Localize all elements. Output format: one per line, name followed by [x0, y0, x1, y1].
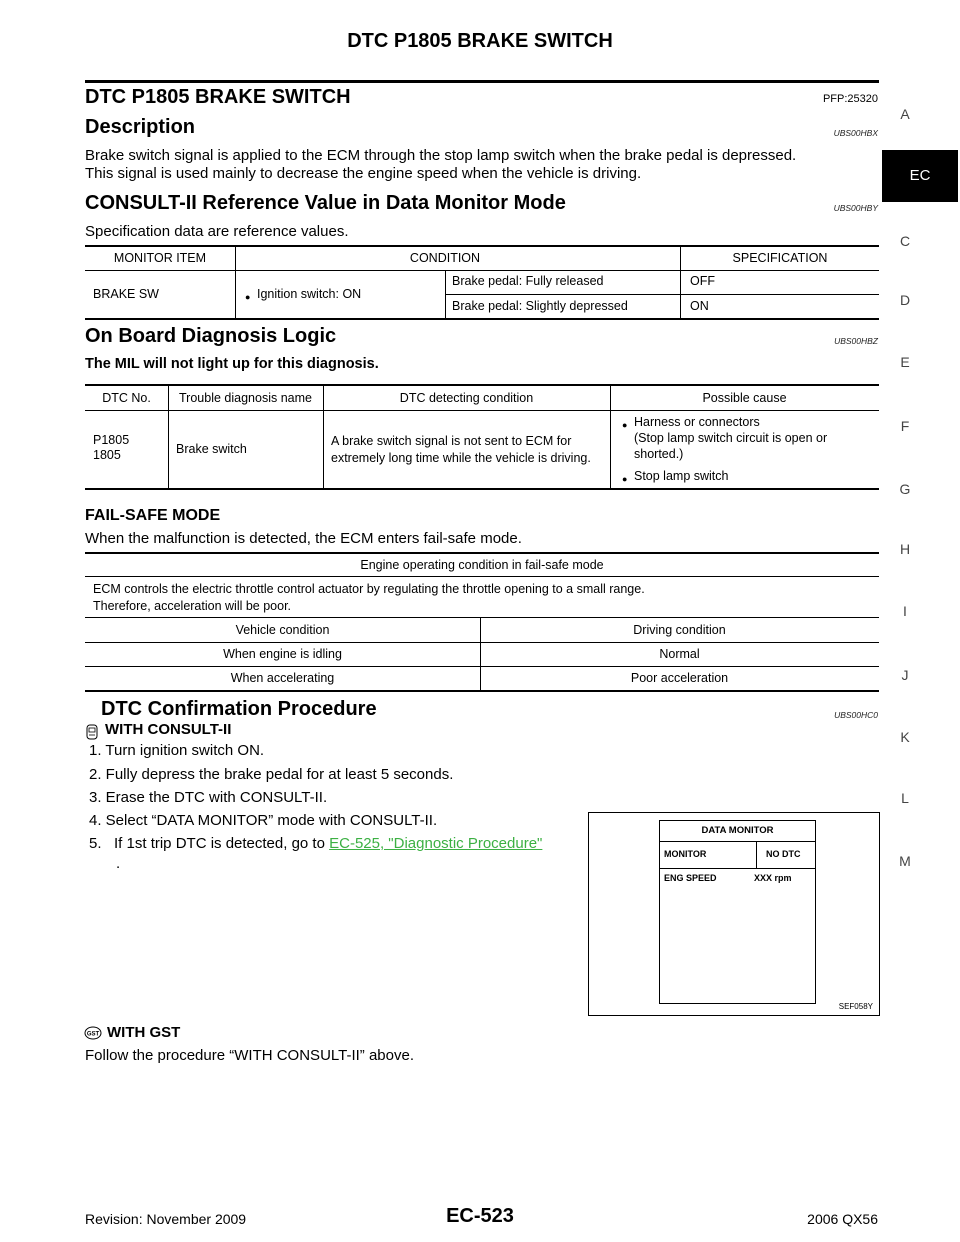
- table-rule: [85, 318, 879, 320]
- col-header-trouble-name: Trouble diagnosis name: [179, 391, 312, 405]
- table-vrule: [323, 384, 324, 489]
- consult-ref-code: UBS00HBY: [833, 203, 878, 213]
- trouble-name: Brake switch: [176, 442, 247, 456]
- diagnostic-procedure-link[interactable]: EC-525, "Diagnostic Procedure": [329, 835, 543, 852]
- side-index-h[interactable]: H: [899, 541, 911, 557]
- table-rule: [85, 576, 879, 577]
- with-gst-heading: WITH GST: [107, 1024, 181, 1041]
- table-rule: [85, 552, 879, 554]
- dtc-number: 1805: [93, 448, 121, 462]
- pfp-code: PFP:25320: [822, 93, 878, 105]
- possible-cause-harness-detail: shorted.): [634, 447, 684, 461]
- step-5-period: .: [116, 855, 121, 872]
- side-index-e[interactable]: E: [900, 354, 910, 370]
- section-title: DTC P1805 BRAKE SWITCH: [85, 86, 351, 108]
- description-line1: Brake switch signal is applied to the ECM through the stop lamp switch when the brake pedal is depressed.: [85, 147, 797, 164]
- failsafe-header: Engine operating condition in fail-safe mode: [360, 558, 604, 572]
- col-header-detecting-condition: DTC detecting condition: [399, 391, 534, 405]
- table-vrule: [680, 245, 681, 319]
- possible-cause-harness: ● Harness or connectors: [634, 414, 760, 430]
- driving-condition-poor: Poor acceleration: [630, 671, 729, 685]
- description-code: UBS00HBX: [833, 128, 878, 138]
- failsafe-desc-line1: ECM controls the electric throttle control actuator by regulating the throttle opening to a small range.: [93, 582, 645, 596]
- step-5: [89, 834, 542, 854]
- col-header-condition: CONDITION: [409, 251, 481, 265]
- svg-text:GST: GST: [86, 1031, 100, 1038]
- col-header-vehicle-condition: Vehicle condition: [235, 623, 330, 637]
- table-rule: [85, 270, 879, 271]
- consult-ref-intro: Specification data are reference values.: [85, 223, 349, 240]
- spec-on: ON: [690, 299, 709, 313]
- table-vrule: [610, 384, 611, 489]
- figure-no-dtc: NO DTC: [766, 849, 801, 859]
- side-index-a[interactable]: A: [900, 106, 910, 122]
- obd-note: The MIL will not light up for this diagnosis.: [85, 356, 379, 372]
- col-header-monitor-item: MONITOR ITEM: [113, 251, 207, 265]
- step-4: 4. Select “DATA MONITOR” mode with CONSULT-II.: [89, 812, 438, 829]
- figure-divider: [756, 842, 757, 868]
- with-consult-heading: WITH CONSULT-II: [105, 721, 232, 738]
- table-vrule: [235, 245, 236, 319]
- detecting-condition-line2: extremely long time while the vehicle is driving.: [331, 451, 591, 465]
- sub-condition-depressed: Brake pedal: Slightly depressed: [452, 299, 628, 313]
- col-header-specification: SPECIFICATION: [732, 251, 828, 265]
- table-rule: [85, 410, 879, 411]
- table-vrule: [168, 384, 169, 489]
- possible-cause-stop-lamp: ● Stop lamp switch: [634, 468, 728, 484]
- obd-title: On Board Diagnosis Logic: [85, 325, 337, 347]
- sub-condition-released: Brake pedal: Fully released: [452, 274, 604, 288]
- gst-icon: [84, 1026, 102, 1040]
- side-index-d[interactable]: D: [899, 292, 911, 308]
- side-index-j[interactable]: J: [901, 667, 909, 683]
- table-rule: [445, 294, 879, 295]
- detecting-condition-line1: A brake switch signal is not sent to ECM for: [331, 434, 572, 448]
- side-index-k[interactable]: K: [900, 729, 910, 745]
- consult-ref-title: CONSULT-II Reference Value in Data Monitor Mode: [85, 192, 566, 214]
- figure-monitor-label: MONITOR: [664, 849, 707, 859]
- figure-title: DATA MONITOR: [660, 821, 815, 842]
- side-index-l[interactable]: L: [901, 790, 909, 806]
- side-index-g[interactable]: G: [899, 481, 911, 497]
- footer-model: 2006 QX56: [807, 1211, 878, 1227]
- side-index-f[interactable]: F: [900, 418, 910, 434]
- consult-tool-icon: [85, 724, 99, 740]
- table-rule: [85, 617, 879, 618]
- step-5-text: 5. If 1st trip DTC is detected, go to: [89, 835, 330, 852]
- condition-ignition: ● Ignition switch: ON: [257, 286, 361, 302]
- figure-ref: SEF058Y: [838, 1002, 873, 1011]
- monitor-row: [660, 842, 815, 869]
- table-rule: [85, 666, 879, 667]
- failsafe-text: When the malfunction is detected, the ECM enters fail-safe mode.: [85, 530, 522, 547]
- gst-text: Follow the procedure “WITH CONSULT-II” above.: [85, 1047, 414, 1064]
- dtc-p-code: P1805: [93, 433, 130, 447]
- side-index-m[interactable]: M: [899, 853, 911, 869]
- figure-rpm: XXX rpm: [754, 873, 792, 883]
- vehicle-condition-accelerating: When accelerating: [230, 671, 335, 685]
- table-rule: [85, 642, 879, 643]
- side-index-i[interactable]: I: [903, 603, 907, 619]
- vehicle-condition-idling: When engine is idling: [223, 647, 342, 661]
- driving-condition-normal: Normal: [659, 647, 700, 661]
- table-rule: [85, 488, 879, 490]
- dtc-confirm-code: UBS00HC0: [834, 710, 878, 720]
- description-title: Description: [85, 116, 196, 138]
- dtc-confirm-title: DTC Confirmation Procedure: [101, 698, 377, 720]
- obd-code: UBS00HBZ: [834, 336, 878, 346]
- col-header-driving-condition: Driving condition: [633, 623, 726, 637]
- step-1: 1. Turn ignition switch ON.: [89, 742, 265, 759]
- figure-eng-speed: ENG SPEED: [664, 873, 717, 883]
- table-rule: [85, 690, 879, 692]
- table-rule: [85, 245, 879, 247]
- page-header: DTC P1805 BRAKE SWITCH: [347, 30, 613, 52]
- header-rule: [85, 80, 879, 83]
- data-monitor-figure: [588, 812, 880, 1016]
- table-rule: [85, 384, 879, 386]
- side-index-c[interactable]: C: [899, 233, 911, 249]
- failsafe-desc-line2: Therefore, acceleration will be poor.: [93, 599, 292, 613]
- monitor-item-brake-sw: BRAKE SW: [93, 287, 159, 301]
- failsafe-title: FAIL-SAFE MODE: [85, 507, 221, 524]
- possible-cause-harness-detail: (Stop lamp switch circuit is open or: [634, 431, 828, 445]
- description-line2: This signal is used mainly to decrease the engine speed when the vehicle is driving.: [85, 165, 642, 182]
- side-index-ec-active[interactable]: EC: [882, 150, 958, 202]
- spec-off: OFF: [690, 274, 715, 288]
- monitor-screen: [659, 820, 816, 1004]
- step-2: 2. Fully depress the brake pedal for at least 5 seconds.: [89, 766, 454, 783]
- step-3: 3. Erase the DTC with CONSULT-II.: [89, 789, 328, 806]
- footer-revision: Revision: November 2009: [85, 1211, 247, 1227]
- col-header-possible-cause: Possible cause: [702, 391, 787, 405]
- footer-page-number: EC-523: [446, 1205, 514, 1227]
- col-header-dtc-no: DTC No.: [102, 391, 151, 405]
